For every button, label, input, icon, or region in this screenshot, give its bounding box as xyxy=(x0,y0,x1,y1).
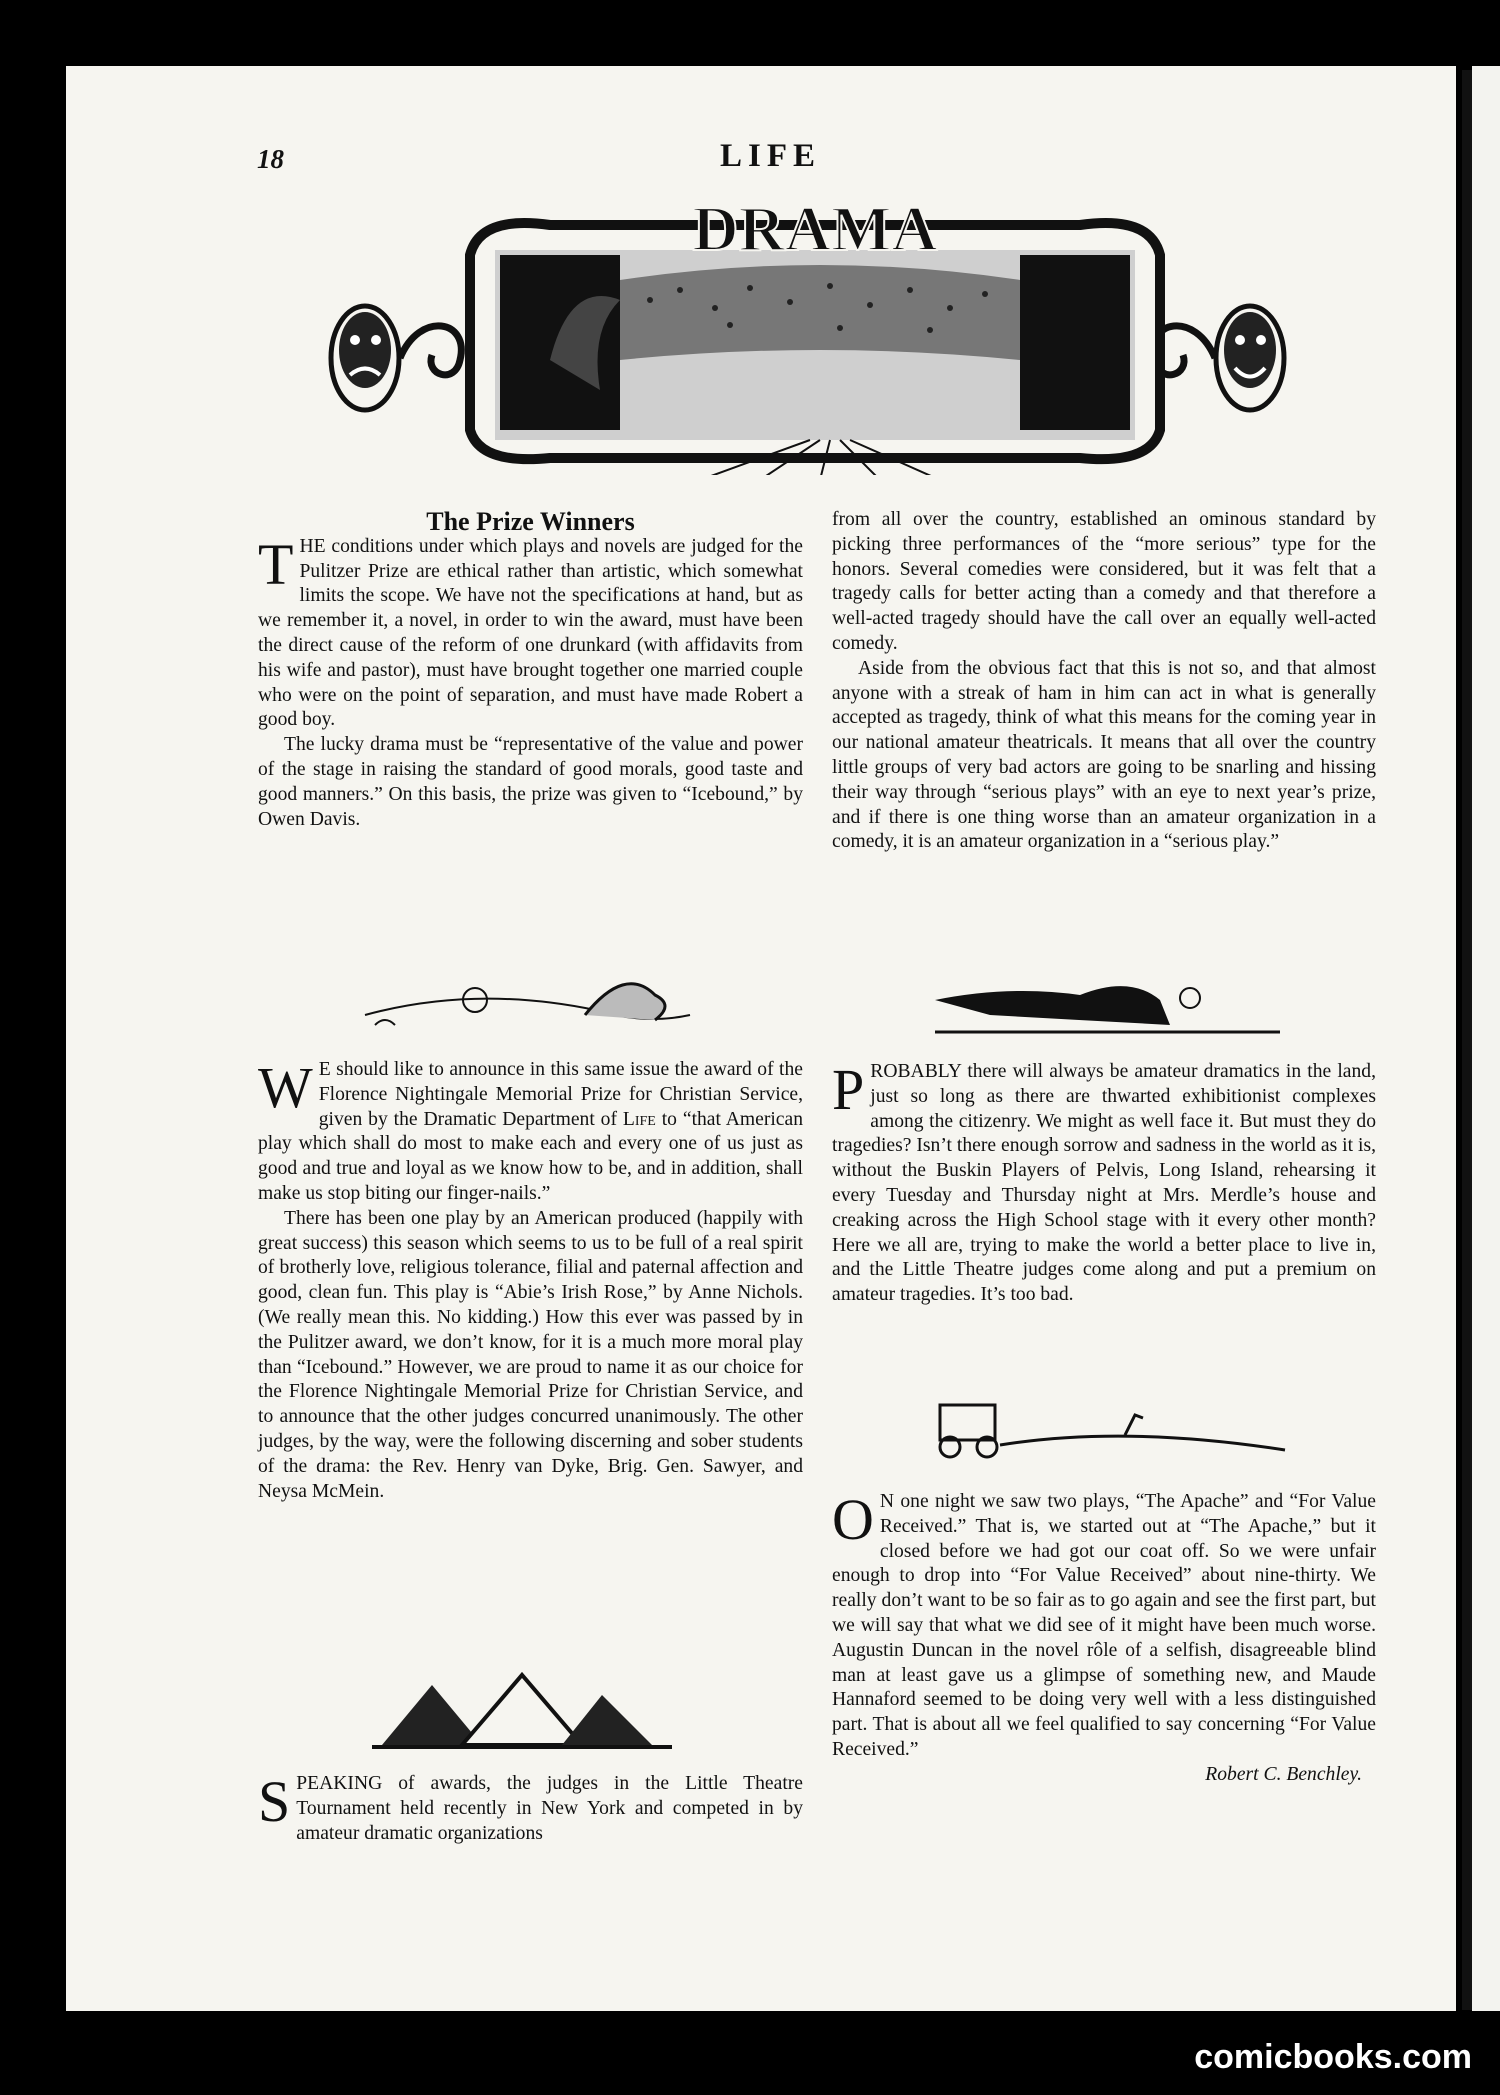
magazine-title: LIFE xyxy=(720,138,822,174)
tragedy-mask-illustration xyxy=(331,306,399,410)
paragraph-abies-irish-rose: There has been one play by an American produced (happily with great success) this season which seems to us to be full of a real spirit of brotherly love, religious tolerance, filial and paternal affection and good, clean fun. This play is “Abie’s Irish Rose,” by Anne Nichols. (We really mean this. No kidding.) How this ever was passed by in the Pulitzer award, we don’t know, for it is a much more moral play than “Icebound.” However, we are proud to name it as our choice for the Florence Nightingale Memorial Prize for Christian Service, and to announce that the other judges concurred unanimously. The other judges, by the way, were the following discerning and sober students of the drama: the Rev. Henry van Dyke, Brig. Gen. Sawyer, and Neysa McMein. xyxy=(258,1207,803,1502)
drop-cap: T xyxy=(258,531,294,597)
author-signature: Robert C. Benchley. xyxy=(1205,1763,1362,1785)
article-column-right xyxy=(832,508,1376,855)
article-column-left-bottom xyxy=(258,1769,803,1846)
article-column-right-bottom xyxy=(832,1487,1376,1788)
paragraph-pulitzer: THE conditions under which plays and novels are judged for the Pulitzer Prize are ethical rather than artistic, which somewhat limits the scope. We have not the specifications at hand, but as we remember it, a novel, in order to win the award, must have been the direct cause of the reform of one drunkard (with affidavits from his wife and pastor), must have brought together one married couple who were on the point of separation, and must have made Robert a good boy. xyxy=(258,531,803,731)
article-column-left-lower xyxy=(258,1055,804,1504)
drop-cap: S xyxy=(258,1769,291,1834)
paragraph-nightingale-prize: W E should like to announce in this same issue the award of the Florence Nightingale Memorial Prize for Christian Service, given by the Dramatic Department of Life to “that American play which shall do most to make each and every one of us just as good and true and loyal as we know how to be, and in addition, shall make us stop biting our finger-nails.” xyxy=(258,1055,804,1204)
vignette-seaside-illustration xyxy=(355,955,700,1035)
drop-cap: W xyxy=(258,1055,313,1120)
paragraph-little-theatre: SPEAKING of awards, the judges in the Little Theatre Tournament held recently in New York and competed in by amateur dramatic organizations xyxy=(258,1769,803,1844)
vignette-pyramids-illustration xyxy=(362,1665,682,1760)
article-column-right-middle xyxy=(832,1057,1376,1308)
article-column-left xyxy=(258,507,803,832)
paragraph-two-plays: O N one night we saw two plays, “The Apache” and “For Value Received.” That is, we started out at “The Apache,” but it closed before we had got our coat off. So we were unfair enough to drop into “For Value Received” about nine-thirty. We really don’t want to be so fair as to go again and see the first part, but we will say that what we did see of it might have been much worse. Augustin Duncan in the novel rôle of a selfish, disagreeable blind man at least gave us a glimpse of something new, and Maude Hannaford seemed to be doing very well with a less distinguished part. That is about all we feel qualified to say concerning “For Value Received.” xyxy=(832,1487,1376,1760)
page-edge-shadow xyxy=(1462,70,1472,2010)
svg-text:DRAMA: DRAMA xyxy=(692,193,938,264)
drop-cap: P xyxy=(832,1057,865,1122)
page-number: 18 xyxy=(257,144,284,174)
vignette-car-illustration xyxy=(925,1395,1295,1465)
comedy-mask-illustration xyxy=(1216,306,1284,410)
paragraph-amateur-theatricals: Aside from the obvious fact that this is not so, and that almost anyone with a streak of ham in him can act in what is generally accepted as tragedy, think of what this means for the coming year in our national amateur theatricals. It means that all over the country little groups of very bad actors are going to be snarling and hissing their way through “serious plays” with an eye to next year’s prize, and if there is one thing worse than an amateur organization in a comedy, it is an amateur organization in a “serious play.” xyxy=(832,657,1376,853)
drama-banner-illustration xyxy=(320,190,1300,475)
adjacent-page-strip xyxy=(1472,66,1500,2011)
paragraph-ominous-standard: from all over the country, established an ominous standard by picking three performances of the “more serious” type for the honors. Several comedies were considered, but it was felt that a tragedy calls for better acting than a comedy and that therefore a well-acted tragedy should have the call over an equally well-acted comedy. xyxy=(832,509,1376,654)
watermark: comicbooks.com xyxy=(1194,2038,1472,2076)
paragraph-icebound: The lucky drama must be “representative of the value and power of the stage in raising the standard of good morals, good taste and good manners.” On this basis, the prize was given to “Icebound,” by Owen Davis. xyxy=(258,734,803,830)
vignette-wave-illustration xyxy=(930,970,1285,1040)
paragraph-amateur-dramatics: PROBABLY there will always be amateur dramatics in the land, just so long as there are thwarted exhibitionist complexes among the citizenry. We might as well face it. But must they do tragedies? Isn’t there enough sorrow and sadness in the world as it is, without the Buskin Players of Pelvis, Long Island, rehearsing it every Tuesday and Thursday night at Mrs. Merdle’s house and creaking across the High School stage with it every other month? Here we all are, trying to make the world a better place to live in, and the Little Theatre judges come along and put a premium on amateur tragedies. It’s too bad. xyxy=(832,1057,1376,1306)
drop-cap: O xyxy=(832,1487,874,1552)
article-title: The Prize Winners xyxy=(426,507,635,536)
